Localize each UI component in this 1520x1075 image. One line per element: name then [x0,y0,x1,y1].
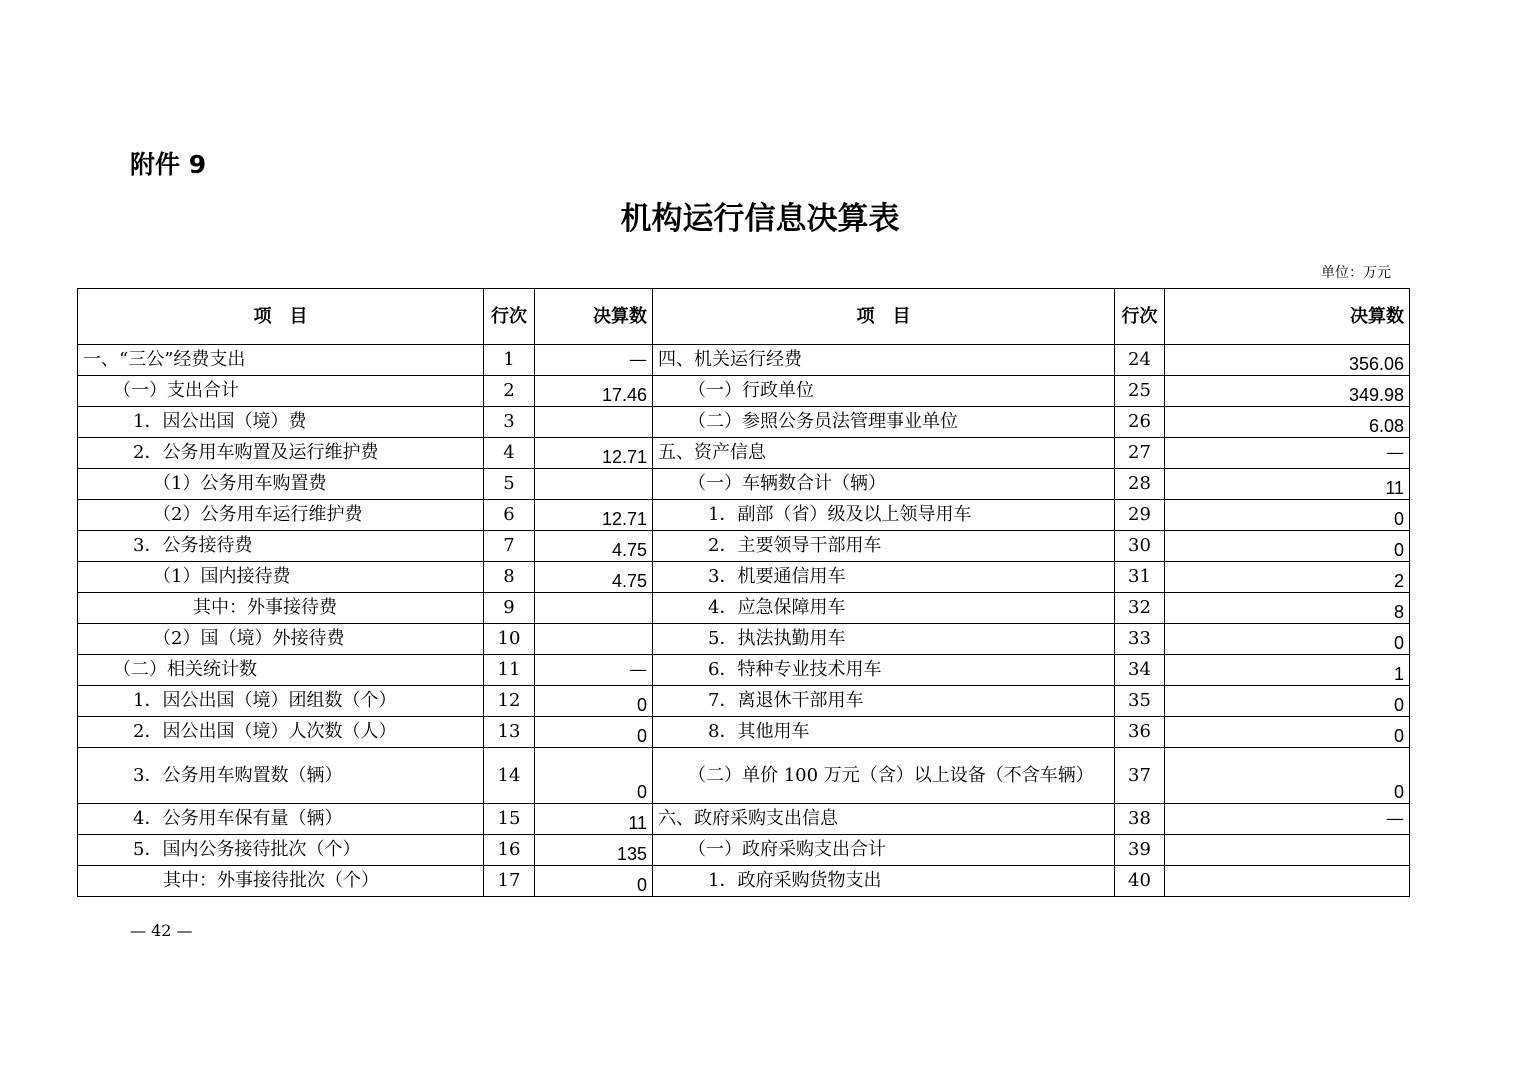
right-line-no: 26 [1115,407,1165,438]
left-line-no: 14 [484,748,535,804]
right-line-no: 40 [1115,866,1165,897]
right-item: 四、机关运行经费 [653,345,1115,376]
left-amount: — [535,655,653,686]
right-item: （二）单价 100 万元（含）以上设备（不含车辆） [653,748,1115,804]
right-line-no: 27 [1115,438,1165,469]
right-amount: 1 [1165,655,1410,686]
left-item: 1．因公出国（境）费 [78,407,484,438]
right-item: （一）政府采购支出合计 [653,835,1115,866]
right-line-no: 28 [1115,469,1165,500]
left-line-no: 3 [484,407,535,438]
table-row [78,866,1410,897]
left-amount: 135 [535,835,653,866]
right-item: 1．副部（省）级及以上领导用车 [653,500,1115,531]
page-number: — 42 — [130,921,193,940]
right-amount: 0 [1165,717,1410,748]
left-amount: 0 [535,686,653,717]
right-line-no: 30 [1115,531,1165,562]
left-line-no: 1 [484,345,535,376]
left-line-no: 7 [484,531,535,562]
header-amount-right: 决算数 [1165,289,1410,345]
left-line-no: 17 [484,866,535,897]
right-line-no: 31 [1115,562,1165,593]
table-row [78,438,1410,469]
left-line-no: 12 [484,686,535,717]
page-title: 机构运行信息决算表 [620,201,900,237]
left-amount [535,469,653,500]
left-amount: 0 [535,717,653,748]
unit-label: 单位：万元 [1321,265,1391,281]
table-row [78,345,1410,376]
left-amount: 0 [535,748,653,804]
right-line-no: 34 [1115,655,1165,686]
right-item: 5．执法执勤用车 [653,624,1115,655]
left-amount: 4.75 [535,531,653,562]
left-item: 5．国内公务接待批次（个） [78,835,484,866]
table-row [78,562,1410,593]
left-line-no: 5 [484,469,535,500]
left-item: 一、“三公”经费支出 [78,345,484,376]
left-item: （1）公务用车购置费 [78,469,484,500]
right-line-no: 24 [1115,345,1165,376]
table-row [78,686,1410,717]
left-item: （2）国（境）外接待费 [78,624,484,655]
right-amount: 8 [1165,593,1410,624]
left-amount: 11 [535,804,653,835]
right-amount: 356.06 [1165,345,1410,376]
right-item: 6．特种专业技术用车 [653,655,1115,686]
left-item: （1）国内接待费 [78,562,484,593]
right-item: 3．机要通信用车 [653,562,1115,593]
left-line-no: 11 [484,655,535,686]
right-item: （一）车辆数合计（辆） [653,469,1115,500]
table-row [78,531,1410,562]
left-item: 3．公务用车购置数（辆） [78,748,484,804]
header-line-right: 行次 [1115,289,1165,345]
right-line-no: 32 [1115,593,1165,624]
right-item: 五、资产信息 [653,438,1115,469]
table-row [78,500,1410,531]
left-item: 1．因公出国（境）团组数（个） [78,686,484,717]
table-header-row [78,289,1410,345]
right-amount: 2 [1165,562,1410,593]
left-line-no: 9 [484,593,535,624]
right-item: （一）行政单位 [653,376,1115,407]
left-line-no: 2 [484,376,535,407]
right-item: 7．离退休干部用车 [653,686,1115,717]
header-amount-left: 决算数 [535,289,653,345]
left-item: 4．公务用车保有量（辆） [78,804,484,835]
right-line-no: 25 [1115,376,1165,407]
left-line-no: 6 [484,500,535,531]
left-line-no: 16 [484,835,535,866]
left-line-no: 8 [484,562,535,593]
left-amount: 12.71 [535,438,653,469]
left-item: 其中：外事接待费 [78,593,484,624]
left-item: 其中：外事接待批次（个） [78,866,484,897]
table-row [78,407,1410,438]
left-item: 2．因公出国（境）人次数（人） [78,717,484,748]
left-amount [535,407,653,438]
header-line-left: 行次 [484,289,535,345]
left-item: 3．公务接待费 [78,531,484,562]
right-line-no: 29 [1115,500,1165,531]
left-amount: 0 [535,866,653,897]
right-amount: 0 [1165,531,1410,562]
budget-table [77,288,1410,897]
header-item-right: 项 目 [653,289,1115,345]
right-item: 2．主要领导干部用车 [653,531,1115,562]
left-line-no: 15 [484,804,535,835]
right-amount: 6.08 [1165,407,1410,438]
right-amount: — [1165,438,1410,469]
right-line-no: 35 [1115,686,1165,717]
right-amount: 11 [1165,469,1410,500]
table-row [78,835,1410,866]
right-item: （二）参照公务员法管理事业单位 [653,407,1115,438]
left-amount: 12.71 [535,500,653,531]
right-line-no: 33 [1115,624,1165,655]
left-line-no: 4 [484,438,535,469]
table-row [78,717,1410,748]
left-amount [535,593,653,624]
left-line-no: 13 [484,717,535,748]
table-row [78,624,1410,655]
left-item: （二）相关统计数 [78,655,484,686]
right-line-no: 37 [1115,748,1165,804]
right-amount: 0 [1165,624,1410,655]
right-line-no: 36 [1115,717,1165,748]
left-item: （2）公务用车运行维护费 [78,500,484,531]
right-item: 8．其他用车 [653,717,1115,748]
right-amount [1165,866,1410,897]
right-item: 4．应急保障用车 [653,593,1115,624]
left-item: （一）支出合计 [78,376,484,407]
right-line-no: 39 [1115,835,1165,866]
right-amount: 349.98 [1165,376,1410,407]
left-line-no: 10 [484,624,535,655]
table-row [78,376,1410,407]
table-row [78,593,1410,624]
left-amount: — [535,345,653,376]
right-item: 1．政府采购货物支出 [653,866,1115,897]
left-amount [535,624,653,655]
right-amount: — [1165,804,1410,835]
table-row [78,748,1410,804]
right-amount: 0 [1165,686,1410,717]
left-item: 2．公务用车购置及运行维护费 [78,438,484,469]
header-item-left: 项 目 [78,289,484,345]
left-amount: 17.46 [535,376,653,407]
right-amount: 0 [1165,748,1410,804]
table-row [78,804,1410,835]
right-item: 六、政府采购支出信息 [653,804,1115,835]
attachment-label: 附件 9 [130,150,207,179]
left-amount: 4.75 [535,562,653,593]
table-row [78,469,1410,500]
right-line-no: 38 [1115,804,1165,835]
right-amount [1165,835,1410,866]
right-amount: 0 [1165,500,1410,531]
table-row [78,655,1410,686]
